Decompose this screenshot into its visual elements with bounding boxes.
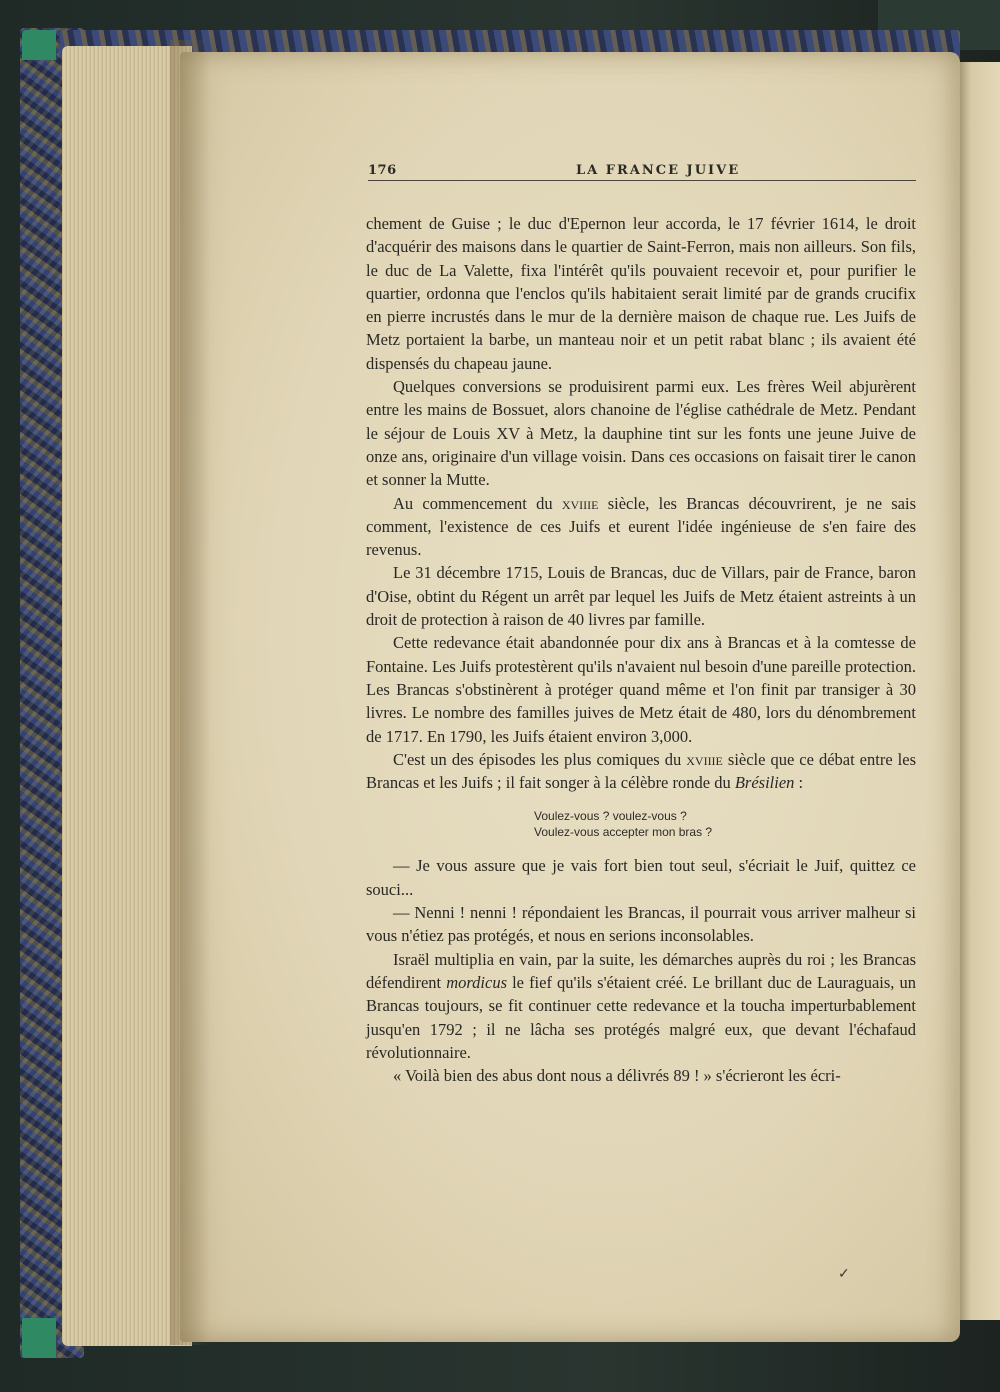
paragraph-3: [366, 492, 916, 562]
paragraph-8: — Nenni ! nenni ! répondaient les Brancas, il pourrait vous arriver malheur si vous n'étiez pas protégés, et nous en serions inconsolables.: [366, 903, 916, 946]
song-title: Brésilien: [734, 773, 795, 793]
paragraph-6-start: C'est un des épisodes les plus comiques du: [393, 749, 687, 769]
verse-line-1: Voulez-vous ? voulez-vous ?: [534, 809, 687, 824]
paragraph-5: Cette redevance était abandonnée pour dix ans à Brancas et à la comtesse de Fontaine. Les Juifs protestèrent qu'ils n'avaient nul besoin d'une pareille protection. Les Brancas s'obstinèrent à protéger quand même et l'on finit par transiger à 30 livres. Le nombre des familles juives de Metz était de 480, lors du dénombrement de 1717. En 1790, les Juifs étaient environ 3,000.: [366, 633, 916, 746]
page-number: 176: [368, 163, 397, 178]
cover-corner-bottom: [22, 1318, 56, 1358]
paragraph-6: [366, 748, 916, 795]
cover-corner-top: [22, 30, 56, 60]
paragraph-3-end: siècle, les Brancas découvrirent, je ne sais comment, l'existence de ces Juifs et eurent l'idée ingénieuse de s'en faire des revenus.: [366, 493, 917, 560]
paragraph-10: « Voilà bien des abus dont nous a délivrés 89 ! » s'écrieront les écri-: [393, 1066, 841, 1086]
gutter-shadow: [170, 40, 210, 1345]
running-head: [368, 158, 916, 181]
paragraph-6-end: :: [794, 773, 804, 793]
verse-line-2: Voulez-vous accepter mon bras ?: [534, 825, 713, 840]
paragraph-3-start: Au commencement du: [393, 493, 562, 513]
paragraph-4: Le 31 décembre 1715, Louis de Brancas, duc de Villars, pair de France, baron d'Oise, obtint du Régent un arrêt par lequel les Juifs de Metz étaient astreints à un droit de protection à raison de 40 livres par famille.: [366, 563, 916, 630]
paragraph-9-start: Israël multiplia en vain, par la suite, les démarches auprès du roi ; les Brancas défendirent: [366, 949, 916, 992]
paragraph-2: Quelques conversions se produisirent parmi eux. Les frères Weil abjurèrent entre les mains de Bossuet, alors chanoine de l'église cathédrale de Metz. Pendant le séjour de Louis XV à Metz, la dauphine tint sur les fonts une jeune Juive de onze ans, originaire d'un village voisin. Dans ces occasions on faisait tirer le canon et sonner la Mutte.: [366, 377, 916, 490]
paragraph-1: chement de Guise ; le duc d'Epernon leur accorda, le 17 février 1614, le droit d'acquérir des maisons dans le quartier de Saint-Ferron, mais non ailleurs. Son fils, le duc de La Valette, fixa l'intérêt qu'ils pouvaient recevoir et, pour purifier le quartier, ordonna que l'enclos qu'ils habitaient serait limité par de grands crucifix en pierre incrustés dans le mur de la dernière maison de chaque rue. Les Juifs de Metz portaient la barbe, un manteau noir et un petit rabat blanc ; ils avaient été dispensés du chapeau jaune.: [366, 214, 916, 373]
paragraph-9-end: le fief qu'ils s'étaient créé. Le brillant duc de Lauraguais, un Brancas toujours, se fit continuer cette redevance et la toucha imperturbablement jusqu'en 1792 ; il ne lâcha ses protégés malgré eux, que devant l'échafaud révolutionnaire.: [366, 972, 916, 1062]
latin-word: mordicus: [446, 972, 508, 992]
paragraph-7: — Je vous assure que je vais fort bien tout seul, s'écriait le Juif, quittez ce souci...: [366, 856, 916, 899]
facing-page-edge: [958, 62, 1000, 1320]
paragraph-9: [366, 948, 916, 1064]
century-numeral: xviiie: [686, 749, 723, 769]
book-title: LA FRANCE JUIVE: [576, 163, 741, 178]
body-text: [366, 212, 916, 1087]
pencil-mark: ✓: [838, 1266, 850, 1282]
century-numeral: xviiie: [561, 493, 599, 513]
paragraph-6-middle: siècle que ce débat entre les Brancas et les Juifs ; il fait songer à la célèbre ronde du: [366, 749, 916, 793]
verse-quote: [366, 808, 916, 840]
